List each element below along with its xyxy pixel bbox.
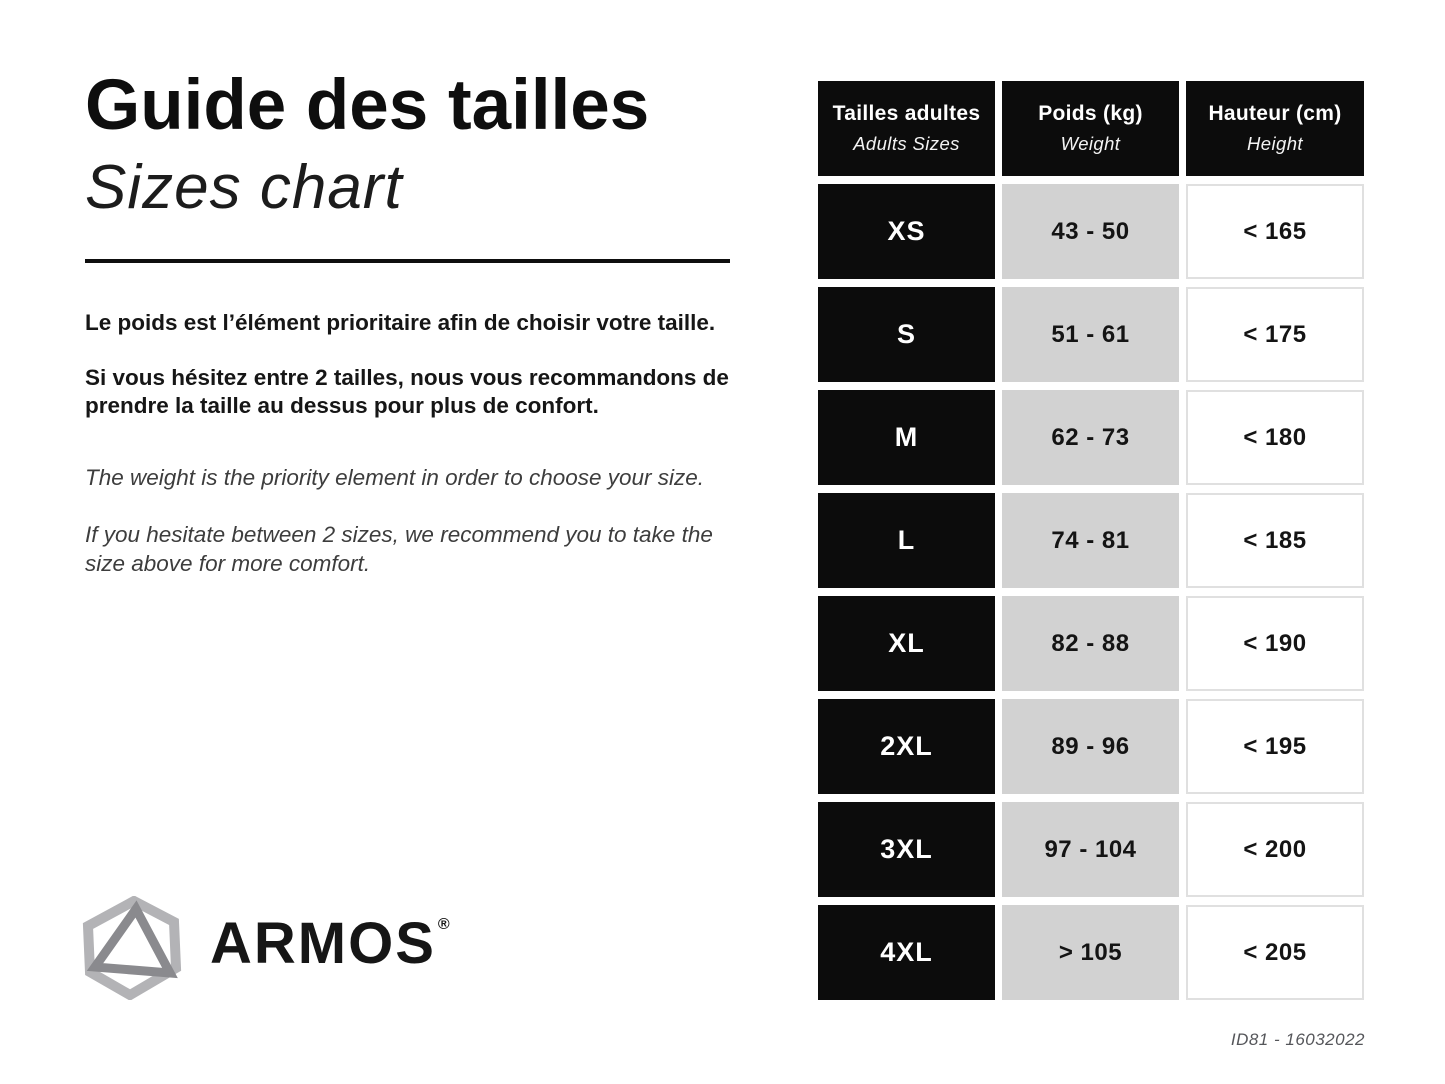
brand-logo bbox=[80, 896, 450, 1000]
intro-paragraph-en-1: The weight is the priority element in order to choose your size. bbox=[85, 464, 705, 490]
column-header-height bbox=[1186, 81, 1364, 176]
size-cell: XS bbox=[818, 184, 995, 279]
size-cell: S bbox=[818, 287, 995, 382]
hexagon-triangle-icon bbox=[80, 896, 184, 1000]
intro-paragraph-fr-1: Le poids est l’élément prioritaire afin de choisir votre taille. bbox=[85, 309, 716, 335]
weight-cell: 43 - 50 bbox=[1002, 184, 1179, 279]
intro-column bbox=[85, 68, 755, 578]
title-divider bbox=[85, 259, 730, 263]
size-cell: 3XL bbox=[818, 802, 995, 897]
height-cell: < 195 bbox=[1186, 699, 1364, 794]
intro-paragraph-fr-2: Si vous hésitez entre 2 tailles, nous vous recommandons de prendre la taille au dessus pour plus de confort. bbox=[85, 365, 729, 419]
size-cell: M bbox=[818, 390, 995, 485]
column-header-weight bbox=[1002, 81, 1179, 176]
height-cell: < 185 bbox=[1186, 493, 1364, 588]
weight-cell: > 105 bbox=[1002, 905, 1179, 1000]
page-title-fr: Guide des tailles bbox=[85, 66, 650, 145]
height-cell: < 180 bbox=[1186, 390, 1364, 485]
column-header-label-fr: Poids (kg) bbox=[1038, 102, 1143, 125]
weight-cell: 89 - 96 bbox=[1002, 699, 1179, 794]
registered-trademark-icon: ® bbox=[437, 916, 450, 933]
height-cell: < 205 bbox=[1186, 905, 1364, 1000]
column-header-label-fr: Tailles adultes bbox=[832, 102, 981, 125]
weight-cell: 62 - 73 bbox=[1002, 390, 1179, 485]
weight-cell: 51 - 61 bbox=[1002, 287, 1179, 382]
size-cell: 2XL bbox=[818, 699, 995, 794]
intro-paragraph-en-2: If you hesitate between 2 sizes, we recommend you to take the size above for more comfort. bbox=[85, 521, 713, 577]
column-header-label-en: Height bbox=[1247, 133, 1303, 154]
weight-cell: 74 - 81 bbox=[1002, 493, 1179, 588]
weight-cell: 97 - 104 bbox=[1002, 802, 1179, 897]
size-cell: XL bbox=[818, 596, 995, 691]
height-cell: < 165 bbox=[1186, 184, 1364, 279]
document-id: ID81 - 16032022 bbox=[1230, 1030, 1365, 1049]
column-header-label-fr: Hauteur (cm) bbox=[1208, 102, 1342, 125]
height-cell: < 190 bbox=[1186, 596, 1364, 691]
brand-name: ARMOS bbox=[210, 911, 436, 976]
column-header-label-en: Weight bbox=[1060, 133, 1121, 154]
brand-wordmark bbox=[210, 911, 450, 976]
page-title-en: Sizes chart bbox=[85, 152, 403, 222]
height-cell: < 200 bbox=[1186, 802, 1364, 897]
column-header-label-en: Adults Sizes bbox=[853, 133, 960, 154]
size-cell: 4XL bbox=[818, 905, 995, 1000]
column-header-sizes bbox=[818, 81, 995, 176]
size-cell: L bbox=[818, 493, 995, 588]
height-cell: < 175 bbox=[1186, 287, 1364, 382]
size-table bbox=[818, 81, 1364, 1000]
weight-cell: 82 - 88 bbox=[1002, 596, 1179, 691]
